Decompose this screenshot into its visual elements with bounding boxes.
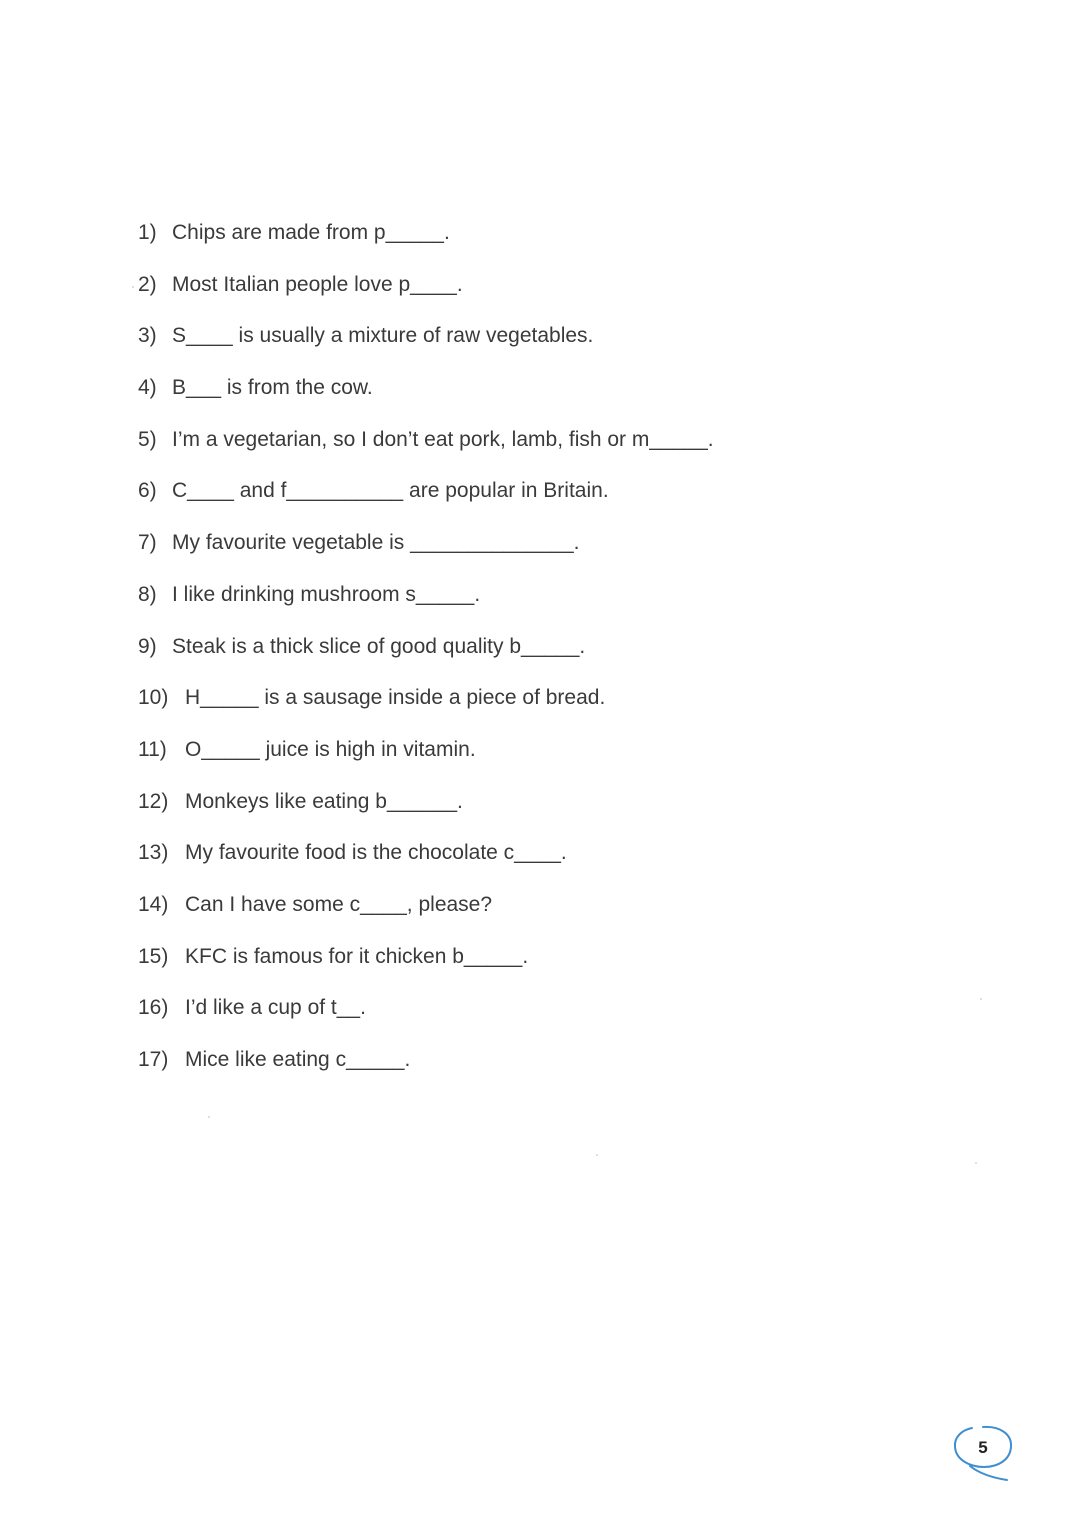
question-number: 2) xyxy=(138,272,157,296)
question-number: 14) xyxy=(138,892,169,916)
question-item xyxy=(138,319,714,371)
question-text: C____ and f__________ are popular in Britain. xyxy=(172,479,609,503)
question-item xyxy=(138,526,714,578)
scan-speck xyxy=(208,1116,210,1118)
question-number: 7) xyxy=(138,531,157,555)
question-number: 10) xyxy=(138,686,169,710)
question-number: 4) xyxy=(138,376,157,400)
question-number: 13) xyxy=(138,841,169,865)
question-item xyxy=(138,1043,714,1095)
question-number: 12) xyxy=(138,789,169,813)
scan-speck xyxy=(980,998,982,1000)
question-text: S____ is usually a mixture of raw vegetables. xyxy=(172,324,594,348)
question-text: B___ is from the cow. xyxy=(172,376,373,400)
question-item xyxy=(138,578,714,630)
question-item xyxy=(138,940,714,992)
question-number: 6) xyxy=(138,479,157,503)
scan-speck xyxy=(132,286,134,288)
question-item xyxy=(138,474,714,526)
question-item xyxy=(138,681,714,733)
question-item xyxy=(138,991,714,1043)
question-text: Steak is a thick slice of good quality b_____. xyxy=(172,634,586,658)
question-text: Mice like eating c_____. xyxy=(185,1048,411,1071)
question-number: 17) xyxy=(138,1048,169,1071)
question-item xyxy=(138,371,714,423)
question-text: Can I have some c____, please? xyxy=(185,892,493,916)
question-text: My favourite vegetable is ______________. xyxy=(172,531,580,555)
question-item xyxy=(138,268,714,320)
page-number: 5 xyxy=(978,1438,988,1457)
question-text: I like drinking mushroom s_____. xyxy=(172,582,481,606)
question-text: I’d like a cup of t__. xyxy=(185,996,366,1020)
question-item xyxy=(138,733,714,785)
question-number: 1) xyxy=(138,221,157,244)
question-text: KFC is famous for it chicken b_____. xyxy=(185,944,529,968)
question-number: 5) xyxy=(138,427,157,451)
question-item xyxy=(138,888,714,940)
question-text: H_____ is a sausage inside a piece of bread. xyxy=(185,686,606,710)
question-item xyxy=(138,216,714,268)
question-number: 9) xyxy=(138,634,157,658)
question-list xyxy=(138,216,714,1095)
question-item xyxy=(138,785,714,837)
question-text: I’m a vegetarian, so I don’t eat pork, lamb, fish or m_____. xyxy=(172,427,714,451)
question-number: 11) xyxy=(138,737,167,761)
question-number: 15) xyxy=(138,944,169,968)
question-number: 8) xyxy=(138,582,157,606)
scan-speck xyxy=(596,1154,598,1156)
question-text: Monkeys like eating b______. xyxy=(185,789,463,813)
question-item xyxy=(138,423,714,475)
question-text: Most Italian people love p____. xyxy=(172,272,463,296)
question-item xyxy=(138,630,714,682)
scan-speck xyxy=(975,1162,977,1164)
question-text: O_____ juice is high in vitamin. xyxy=(185,737,476,761)
question-text: My favourite food is the chocolate c____. xyxy=(185,841,567,865)
question-number: 3) xyxy=(138,324,157,348)
question-text: Chips are made from p_____. xyxy=(172,221,450,244)
question-number: 16) xyxy=(138,996,169,1020)
question-item xyxy=(138,836,714,888)
page-number-badge xyxy=(950,1422,1016,1482)
